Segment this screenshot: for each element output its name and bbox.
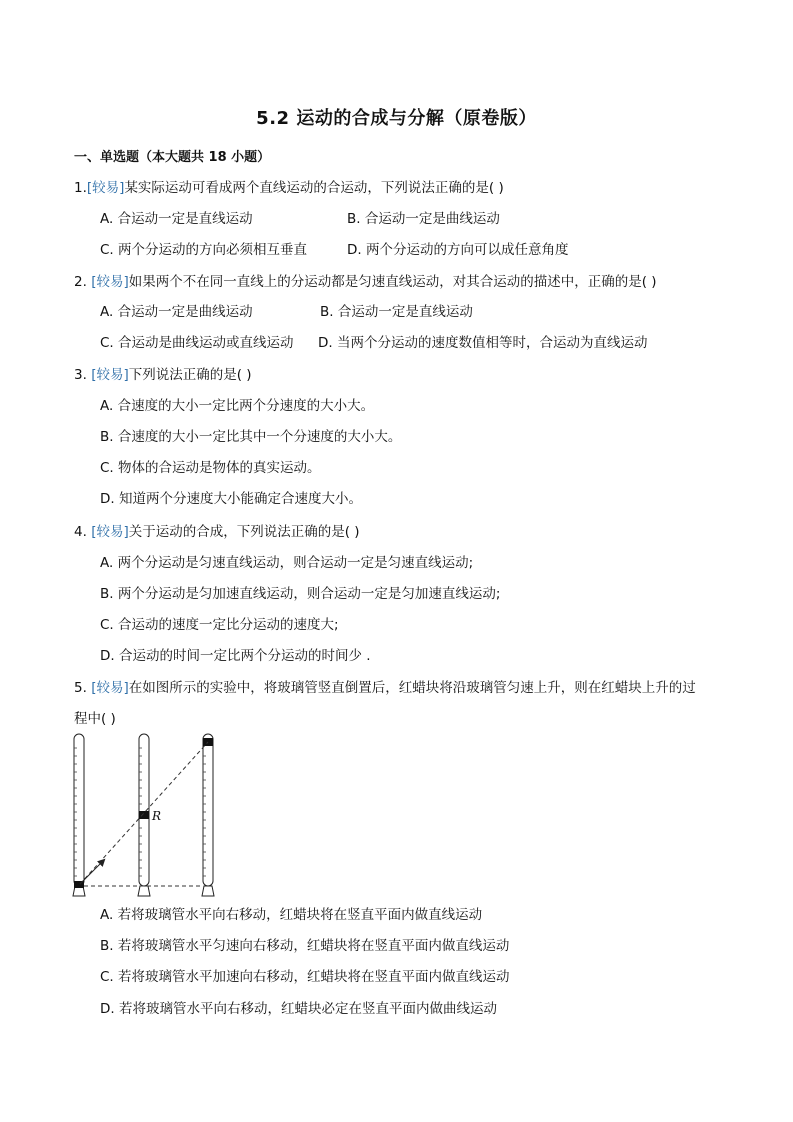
question-number: 3. — [74, 367, 87, 383]
difficulty-tag: [较易] — [91, 680, 129, 696]
tube-1 — [73, 734, 85, 896]
option-c: C. 两个分运动的方向必须相互垂直 — [100, 242, 308, 258]
glass-tube-figure — [70, 728, 230, 898]
option-a: A. 两个分运动是匀速直线运动，则合运动一定是匀速直线运动; — [100, 555, 474, 571]
page-title: 5.2 运动的合成与分解（原卷版） — [256, 108, 537, 129]
option-b: B. 合运动一定是曲线运动 — [347, 211, 500, 227]
difficulty-tag: [较易] — [86, 180, 125, 196]
question-1 — [74, 176, 504, 196]
option-c: C. 合运动的速度一定比分运动的速度大; — [100, 617, 339, 633]
question-4 — [74, 520, 360, 540]
option-d: D. 当两个分运动的速度数值相等时，合运动为直线运动 — [318, 335, 648, 351]
option-d: D. 两个分运动的方向可以成任意角度 — [347, 242, 569, 258]
question-number: 1. — [74, 180, 87, 196]
question-5 — [74, 676, 696, 696]
option-a: A. 合速度的大小一定比两个分速度的大小大。 — [100, 398, 375, 414]
question-stem: 某实际运动可看成两个直线运动的合运动，下列说法正确的是( ) — [124, 180, 504, 196]
option-b: B. 若将玻璃管水平匀速向右移动，红蜡块将在竖直平面内做直线运动 — [100, 938, 510, 954]
option-b: B. 两个分运动是匀加速直线运动，则合运动一定是匀加速直线运动; — [100, 586, 501, 602]
tube-3 — [202, 734, 214, 896]
option-d: D. 合运动的时间一定比两个分运动的时间少 . — [100, 648, 371, 664]
question-number: 5. — [74, 680, 87, 696]
option-a: A. 若将玻璃管水平向右移动，红蜡块将在竖直平面内做直线运动 — [100, 907, 483, 923]
option-c: C. 物体的合运动是物体的真实运动。 — [100, 460, 321, 476]
option-d: D. 知道两个分速度大小能确定合速度大小。 — [100, 491, 362, 507]
question-3 — [74, 363, 252, 383]
question-stem: 如果两个不在同一直线上的分运动都是匀速直线运动，对其合运动的描述中，正确的是( ) — [128, 274, 657, 290]
difficulty-tag: [较易] — [91, 367, 129, 383]
question-2 — [74, 270, 657, 290]
option-c: C. 合运动是曲线运动或直线运动 — [100, 335, 294, 351]
option-d: D. 若将玻璃管水平向右移动，红蜡块必定在竖直平面内做曲线运动 — [100, 1001, 497, 1017]
option-b: B. 合运动一定是直线运动 — [320, 304, 473, 320]
section-heading: 一、单选题（本大题共 18 小题） — [74, 150, 271, 165]
wax-block-middle — [139, 811, 149, 819]
option-c: C. 若将玻璃管水平加速向右移动，红蜡块将在竖直平面内做直线运动 — [100, 969, 510, 985]
option-a: A. 合运动一定是曲线运动 — [100, 304, 253, 320]
question-number: 4. — [74, 524, 87, 540]
question-number: 2. — [74, 274, 87, 290]
tube-2 — [138, 734, 150, 896]
question-stem-line-1: 在如图所示的实验中，将玻璃管竖直倒置后，红蜡块将沿玻璃管匀速上升，则在红蜡块上升的过 — [128, 680, 696, 696]
option-b: B. 合速度的大小一定比其中一个分速度的大小大。 — [100, 429, 402, 445]
option-a: A. 合运动一定是直线运动 — [100, 211, 253, 227]
difficulty-tag: [较易] — [91, 524, 129, 540]
question-stem: 下列说法正确的是( ) — [128, 367, 252, 383]
difficulty-tag: [较易] — [91, 274, 129, 290]
question-stem-line-2: 程中( ) — [74, 711, 116, 727]
question-stem: 关于运动的合成，下列说法正确的是( ) — [128, 524, 360, 540]
figure-label-r: R — [152, 809, 162, 823]
